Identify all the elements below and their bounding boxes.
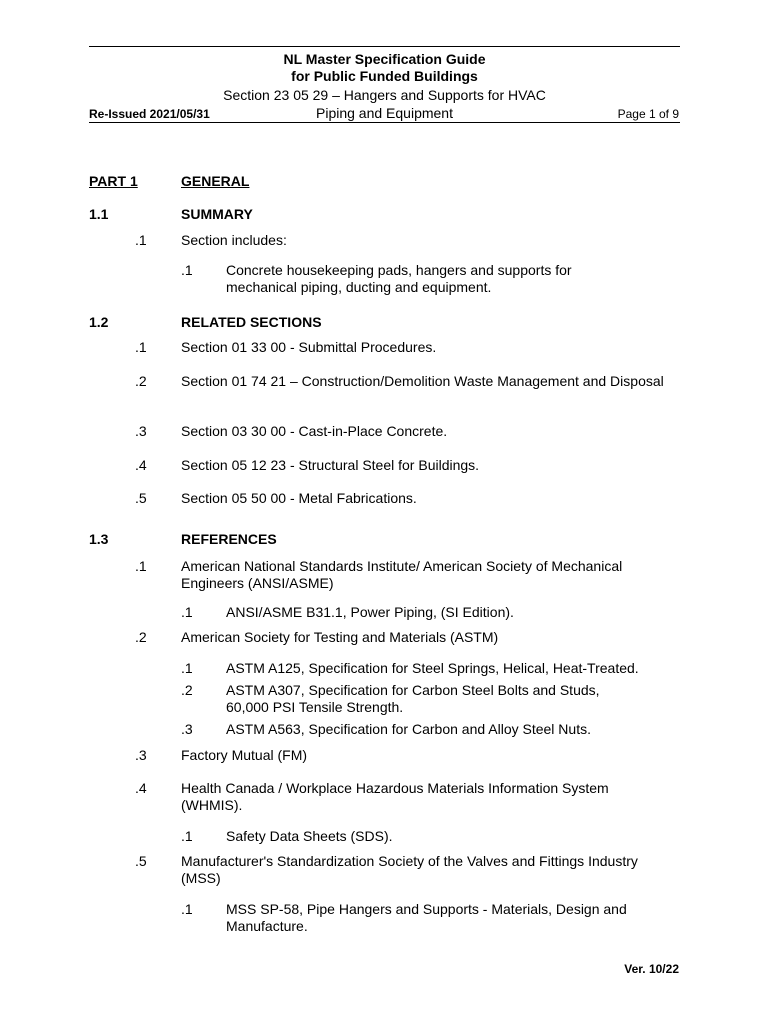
header-section-line-2: Piping and Equipment: [316, 105, 453, 121]
item-text: Section includes:: [181, 232, 287, 248]
subitem-text: MSS SP-58, Pipe Hangers and Supports - Materials, Design and Manufacture.: [226, 901, 627, 934]
item-text: Section 03 30 00 - Cast-in-Place Concrete.: [181, 423, 448, 439]
item-text: Manufacturer's Standardization Society of the Valves and Fittings Industry (MSS): [181, 853, 638, 886]
header-section-line: Section 23 05 29 – Hangers and Supports for HVAC: [223, 87, 546, 103]
item-number: .3: [135, 747, 147, 763]
subitem-number: .2: [181, 682, 193, 698]
subitem-text: ASTM A307, Specification for Carbon Steel Bolts and Studs, 60,000 PSI Tensile Strength.: [226, 682, 600, 715]
item-text: Section 01 74 21 – Construction/Demolition Waste Management and Disposal: [181, 373, 664, 389]
item-text: American National Standards Institute/ American Society of Mechanical Engineers (ANSI/ASME): [181, 558, 623, 591]
subitem-number: .1: [181, 660, 193, 676]
item-number: .2: [135, 373, 147, 389]
header-top-rule: [89, 46, 680, 47]
item-number: .1: [135, 339, 147, 355]
item-text: Section 01 33 00 - Submittal Procedures.: [181, 339, 437, 355]
header-title-1: NL Master Specification Guide: [283, 51, 486, 67]
footer-version: Ver. 10/22: [624, 962, 679, 976]
item-text: Section 05 12 23 - Structural Steel for Buildings.: [181, 457, 480, 473]
section-title: SUMMARY: [181, 206, 253, 222]
subitem-text: ASTM A125, Specification for Steel Springs, Helical, Heat-Treated.: [226, 660, 639, 676]
section-number: 1.2: [89, 314, 109, 330]
item-text: American Society for Testing and Materials (ASTM): [181, 629, 499, 645]
part-number: PART 1: [89, 173, 138, 189]
subitem-number: .3: [181, 721, 193, 737]
header-page-number: Page 1 of 9: [617, 107, 679, 121]
section-number: 1.3: [89, 531, 109, 547]
item-text: Section 05 50 00 - Metal Fabrications.: [181, 490, 417, 506]
subitem-number: .1: [181, 828, 193, 844]
subitem-number: .1: [181, 262, 193, 278]
header-bottom-rule: [89, 122, 680, 123]
item-number: .4: [135, 780, 147, 796]
section-title: REFERENCES: [181, 531, 277, 547]
header-reissued: Re-Issued 2021/05/31: [89, 107, 210, 121]
item-number: .5: [135, 490, 147, 506]
section-title: RELATED SECTIONS: [181, 314, 322, 330]
section-number: 1.1: [89, 206, 109, 222]
item-text: Factory Mutual (FM): [181, 747, 308, 763]
subitem-text: Safety Data Sheets (SDS).: [226, 828, 393, 844]
item-number: .3: [135, 423, 147, 439]
item-number: .1: [135, 558, 147, 574]
subitem-text: Concrete housekeeping pads, hangers and supports for mechanical piping, ducting and equipment.: [226, 262, 572, 295]
subitem-number: .1: [181, 901, 193, 917]
subitem-text: ASTM A563, Specification for Carbon and Alloy Steel Nuts.: [226, 721, 591, 737]
subitem-text: ANSI/ASME B31.1, Power Piping, (SI Edition).: [226, 604, 514, 620]
header-title-2: for Public Funded Buildings: [291, 68, 478, 84]
item-number: .2: [135, 629, 147, 645]
item-number: .1: [135, 232, 147, 248]
item-number: .5: [135, 853, 147, 869]
part-title: GENERAL: [181, 173, 250, 189]
item-number: .4: [135, 457, 147, 473]
item-text: Health Canada / Workplace Hazardous Materials Information System (WHMIS).: [181, 780, 609, 813]
subitem-number: .1: [181, 604, 193, 620]
